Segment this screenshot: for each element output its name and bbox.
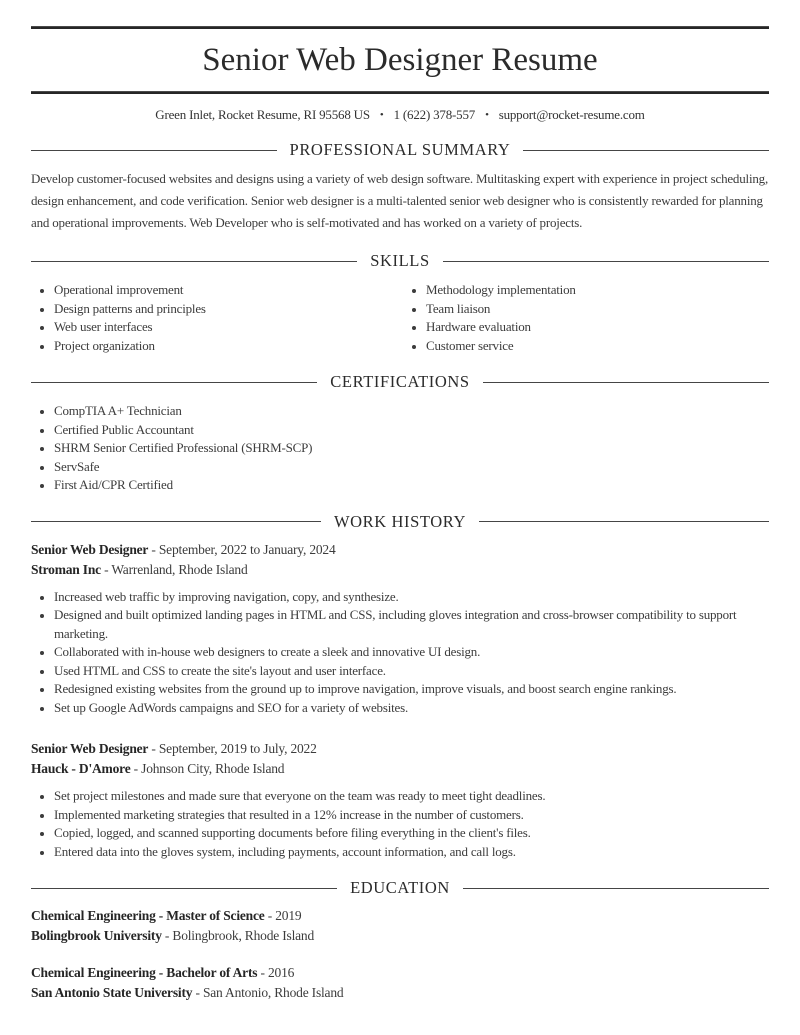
contact-email: support@rocket-resume.com — [498, 107, 645, 122]
skill-item: • Team liaison — [426, 300, 769, 319]
heading-rule-left — [31, 521, 321, 522]
job-company-line — [31, 560, 769, 580]
job-bullet: • Copied, logged, and scanned supporting documents before filing everything in the client's files. — [54, 824, 769, 843]
certification-item: • Certified Public Accountant — [54, 421, 769, 440]
skill-item: • Design patterns and principles — [54, 300, 400, 319]
job-bullet: • Designed and built optimized landing pages in HTML and CSS, including gloves integration and cross-browser compatibility to support marketing. — [54, 606, 769, 643]
dash-separator: - — [257, 965, 268, 980]
education-degree-line — [31, 906, 769, 926]
section-heading-education: EDUCATION — [350, 878, 450, 897]
certification-item: • CompTIA A+ Technician — [54, 402, 769, 421]
job-bullet: • Collaborated with in-house web designers to create a sleek and innovative UI design. — [54, 643, 769, 662]
dash-separator: - — [100, 561, 112, 577]
job-bullet: • Used HTML and CSS to create the site's layout and user interface. — [54, 662, 769, 681]
skills-list-right — [403, 281, 769, 355]
job-entry — [31, 739, 769, 861]
education-year: 2019 — [275, 908, 302, 923]
skill-item: • Hardware evaluation — [426, 318, 769, 337]
contact-address: Green Inlet, Rocket Resume, RI 95568 US — [155, 107, 370, 122]
heading-rule-right — [479, 521, 769, 522]
heading-rule-left — [31, 150, 277, 151]
education-school-line — [31, 926, 769, 946]
job-dates: September, 2019 to July, 2022 — [158, 741, 317, 756]
job-bullet: • Redesigned existing websites from the ground up to improve navigation, improve visuals, and boost search engine rankings. — [54, 680, 769, 699]
summary-text: Develop customer-focused websites and designs using a variety of web design software. Multitasking expert with experience in project scheduling, design enhancement, and code verification. Senior web designer is a multi-talented senior web designer who is consistently rewarded for planning and operational improvements. Web Developer who is self-motivated and has worked on a variety of projects. — [31, 171, 769, 230]
dash-separator: - — [264, 908, 276, 923]
job-company-line — [31, 759, 769, 779]
skills-columns — [31, 281, 769, 355]
job-location: Warrenland, Rhode Island — [111, 561, 248, 577]
job-company: Hauck - D'Amore — [31, 761, 131, 776]
job-bullet: • Implemented marketing strategies that resulted in a 12% increase in the number of customers. — [54, 806, 769, 825]
education-entry — [31, 906, 769, 946]
skill-item: • Customer service — [426, 337, 769, 356]
dot-separator: • — [379, 109, 384, 121]
heading-rule-right — [443, 261, 769, 262]
skills-list-left — [31, 281, 400, 355]
job-bullet: • Increased web traffic by improving navigation, copy, and synthesize. — [54, 588, 769, 607]
dash-separator: - — [161, 928, 173, 943]
certification-item: • SHRM Senior Certified Professional (SHRM-SCP) — [54, 439, 769, 458]
dash-separator: - — [148, 741, 159, 756]
contact-line — [31, 107, 769, 123]
education-degree-line — [31, 963, 769, 983]
education-location: San Antonio, Rhode Island — [202, 985, 344, 1000]
job-bullet: • Set project milestones and made sure that everyone on the team was ready to meet tight deadlines. — [54, 787, 769, 806]
education-degree: Chemical Engineering - Bachelor of Arts — [31, 965, 258, 980]
job-bullet-list — [31, 787, 769, 861]
job-bullet: • Set up Google AdWords campaigns and SEO for a variety of websites. — [54, 699, 769, 718]
heading-rule-right — [463, 888, 769, 889]
job-entry — [31, 540, 769, 718]
education-entry — [31, 963, 769, 1003]
page-title: Senior Web Designer Resume — [202, 42, 598, 78]
job-company: Stroman Inc — [31, 561, 101, 577]
skill-item: • Operational improvement — [54, 281, 400, 300]
section-heading-certifications: CERTIFICATIONS — [330, 372, 470, 391]
certification-item: • First Aid/CPR Certified — [54, 476, 769, 495]
title-rule-bottom — [31, 91, 769, 94]
heading-rule-left — [31, 382, 317, 383]
section-header-education — [31, 878, 769, 898]
section-header-work-history — [31, 512, 769, 532]
certification-item: • ServSafe — [54, 458, 769, 477]
job-title-line — [31, 739, 769, 759]
dash-separator: - — [130, 761, 142, 776]
skill-item: • Project organization — [54, 337, 400, 356]
job-bullet: • Entered data into the gloves system, including payments, account information, and call logs. — [54, 843, 769, 862]
dash-separator: - — [148, 541, 159, 557]
job-dates: September, 2022 to January, 2024 — [158, 541, 336, 557]
skill-item: • Web user interfaces — [54, 318, 400, 337]
job-title: Senior Web Designer — [31, 741, 149, 756]
education-school: Bolingbrook University — [31, 928, 162, 943]
education-school: San Antonio State University — [31, 985, 193, 1000]
education-school-line — [31, 983, 769, 1003]
dot-separator: • — [485, 109, 489, 121]
job-bullet-list — [31, 588, 769, 718]
heading-rule-left — [31, 261, 357, 262]
section-header-skills — [31, 251, 769, 271]
heading-rule-right — [523, 150, 769, 151]
title-rule-top — [31, 26, 769, 29]
education-year: 2016 — [267, 965, 295, 980]
contact-phone: 1 (622) 378-557 — [393, 107, 476, 122]
job-location: Johnson City, Rhode Island — [141, 761, 285, 776]
education-degree: Chemical Engineering - Master of Science — [31, 908, 265, 923]
section-heading-skills: SKILLS — [370, 251, 430, 270]
certifications-list — [31, 402, 769, 495]
section-header-certifications — [31, 372, 769, 392]
section-heading-professional-summary: PROFESSIONAL SUMMARY — [289, 140, 511, 159]
heading-rule-left — [31, 888, 337, 889]
section-heading-work-history: WORK HISTORY — [333, 511, 467, 531]
section-header-professional-summary — [31, 140, 769, 160]
dash-separator: - — [192, 985, 203, 1000]
job-title: Senior Web Designer — [31, 541, 149, 557]
education-location: Bolingbrook, Rhode Island — [172, 928, 315, 943]
heading-rule-right — [483, 382, 769, 383]
job-title-line — [31, 540, 769, 560]
skill-item: • Methodology implementation — [426, 281, 769, 300]
